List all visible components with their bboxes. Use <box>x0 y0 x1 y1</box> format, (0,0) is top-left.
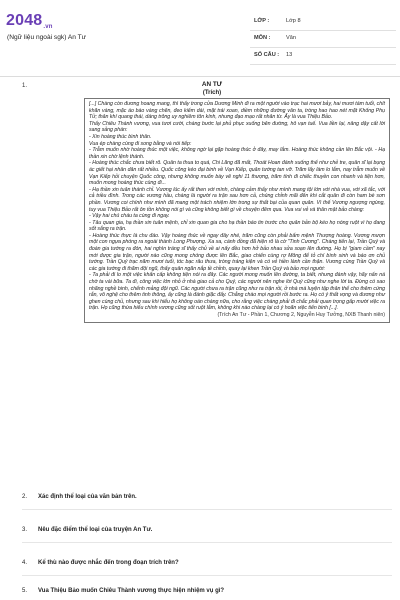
page-header <box>0 0 400 62</box>
meta-value: Lớp 8 <box>286 18 301 24</box>
meta-table <box>250 14 396 65</box>
site-logo[interactable] <box>6 12 53 30</box>
question-text: Vua Thiệu Bảo muốn Chiêu Thành vương thực hiện nhiệm vụ gì? <box>38 588 225 594</box>
question-number: 3. <box>22 527 28 533</box>
passage-subtitle: (Trích) <box>202 90 222 96</box>
passage-paragraph: Vua ép chàng cùng đi song bằng và nói tiếp: <box>89 140 192 147</box>
passage-paragraph: - Tâu quan gia, hạ thần xin tuân mệnh, chỉ xin quan gia cho hạ thần báo tin trước cho quân bản bộ kéo họ nóng ruột vì họ đang sốt sắng ra trận. <box>89 219 385 233</box>
meta-value: Văn <box>286 35 296 41</box>
logo-domain: .vn <box>43 24 53 30</box>
question-divider <box>22 575 392 576</box>
meta-key: LỚP : <box>254 18 270 24</box>
meta-value: 13 <box>286 52 293 58</box>
question-text: Xác định thể loại của văn bản trên. <box>38 494 137 500</box>
document-subtitle: (Ngữ liệu ngoài sgk) An Tư <box>7 34 87 41</box>
passage-section <box>84 81 390 323</box>
passage-paragraph: - Hoàng thúc thực là chu đáo. Vậy hoàng thúc về ngay đây nhé, trăm cũng còn phải bẩm mệnh Thượng hoàng. Vương mượn một con ngựa phóng ra ngoài thành Long Phượng. Xa xa, cánh đồng đã hiện rõ là cờ "Tinh Cương". Chàng tiến lại, Trần Quý và đoàn gia tướng ra đón, hai nghìn tráng sĩ thấy chủ về ai nấy đều hơn hở bảo nhau sửa soạn lên đường. Họ bị "giam cầm" nay mới được gia trận, người nào cũng mong chóng được lên Bắc, giao chiến cùng rợ Mông để tỏ chí bình sinh và báo ơn chủ tướng. Trần Quý trạc năm mươi tuổi, tóc bạc râu thưa, tròng tráng kiện và có vẻ hiền lành cần thận. Vương cùng Trần Quý và các gia tướng đi thăm đội ngũ, thấy quân ngăn nắp tề chỉnh, quay lại khen Trần Quý và bảo mọi người: <box>89 232 385 272</box>
meta-key: SỐ CÂU : <box>254 52 280 58</box>
question-divider <box>22 509 392 510</box>
question-number: 1. <box>22 83 28 89</box>
meta-row-count <box>250 48 396 65</box>
question-number: 2. <box>22 494 28 500</box>
logo-main: 2048 <box>6 12 43 29</box>
passage-source: (Trích An Tư - Phần 1, Chương 2, Nguyễn Huy Tưởng, NXB Thanh niên) <box>217 312 385 318</box>
question-divider <box>22 542 392 543</box>
question-text: Kể thù nào được nhắc đến trong đoạn trích trên? <box>38 560 179 566</box>
question-number: 4. <box>22 560 28 566</box>
passage-paragraph: - Hạ thần xin tuân thánh chỉ. Vương lúc ấy rất then với mình, chàng cảm thấy như mình mang tội lớn với nhà vua, với xã tắc, với cả triều đình. Trong các vương hầu, chàng là người ra trận sau hơn cả, chúng chỉnh mãi đến khi cắt quân đi còn ham bè sơn phần. Vương coi chính như mình đã mang một trách nhiệm lớn trong sự thất bại của quan quân. Vì thế Vương ngượng ngùng, tuy vua Thiệu Bảo rất ôn tồn không nói gì và cũng không biết gì về chuyện đêm qua. Vua vui vẻ và thân mật bảo chàng: <box>89 186 385 213</box>
passage-paragraph: [...] Chàng còn đương hoang mang, thì thấy trong cửa Dương Minh đi ra một người vào trạc hai mươi bảy, hai mươi tám tuổi, chít khăn vàng, mặc áo bào vàng chẽn, đeo kiếm dài, mặt trái xoan, diềm những đường vân ta, tròng hao hao nét mặt Khống Phụ Tử; thân khí quang thái, dáng trông uy nghiêm tôn kính, nhưng đạo mạo rất nhân từ. Ấy là vua Thiệu Bảo. <box>89 101 385 121</box>
passage-box <box>84 98 390 323</box>
passage-paragraph: - Xin hoàng thúc bình thân. <box>89 133 152 140</box>
header-divider <box>0 76 400 77</box>
question-number: 5. <box>22 588 28 594</box>
meta-key: MÔN : <box>254 35 271 41</box>
meta-row-class <box>250 14 396 31</box>
meta-row-subject <box>250 31 396 48</box>
passage-title: AN TƯ <box>201 81 223 88</box>
passage-paragraph: Thấy Chiêu Thành vương, vua tươi cười, chàng bước lại phủ phục xuống bên đường, hô vạn tuế. Vua liền lại, nâng dậy cất lời sang sảng phán: <box>89 120 385 134</box>
question-text: Nêu đặc điểm thể loại của truyện An Tư. <box>38 527 153 533</box>
passage-paragraph: - Trẫm muốn nhờ hoàng thúc một việc, không ngờ lại gặp hoàng thúc ở đây, may lắm. Hoàng thúc không cần lên Bắc vội. - Hạ thần xin chờ lệnh thánh. <box>89 147 385 160</box>
passage-paragraph: - Ta phải đi lo một việc khẩn cấp không tiện nói ra đây. Các người mong muốn lên đường, ta biết, nhưng đành vậy, hãy nấn ná chờ ta vài bữa. Ta đi, công việc lớn nhỏ ở nhà giao cả cho Quý, các người nên nghe lời Quý cũng như nghe lời ta. Đừng có sao nhãng nghề binh, chểnh mảng đội ngũ. Các người chưa ra trận cũng như ra trận rồi, ở nhà mà luyện tập thân thể cho thêm cứng rắn, võ nghệ cho thêm tinh thông, ấy cũng là đánh giặc đấy. Chẳng chào mọi người rồi bước ra. Họ có ý thất vọng và đương như ghen cùng chủ, nhưng sau khi hiểu họ không oán chàng nữa, cho rằng việc chàng phải đi chắc phải quan trọng gấp mười việc ra trận. Họ cũng thừa hiểu chính vương cũng sốt ruột lắm, không khi nào chàng lại có ý hoãn việc tiến binh [...]. <box>89 272 385 312</box>
passage-paragraph: - Hoàng thúc chắc chưa biết rõ. Quân ta thua to quá, Chi Lăng đã mất, Thoát Hoan đánh xuống thế như chẻ tre, quân sĩ lại bụng ác giết hại nhân dân rất nhiều. Quốc công kéo đại binh về Vạn Kiếp, quân tướng tan vỡ. Trăm lấy làm lo lắm, nay trẫm muốn về Vạn Kiếp hỏi chuyện Quốc công, nhưng không muốn bày vẽ nghi 11 thượng, trăm tính đi chiếc thuyền con nhanh và tiện hơn, muốn mong hoàng thúc cùng đi... <box>89 160 385 187</box>
passage-paragraph: - Vậy hai chú cháu ta cùng đi ngay. <box>89 213 170 220</box>
